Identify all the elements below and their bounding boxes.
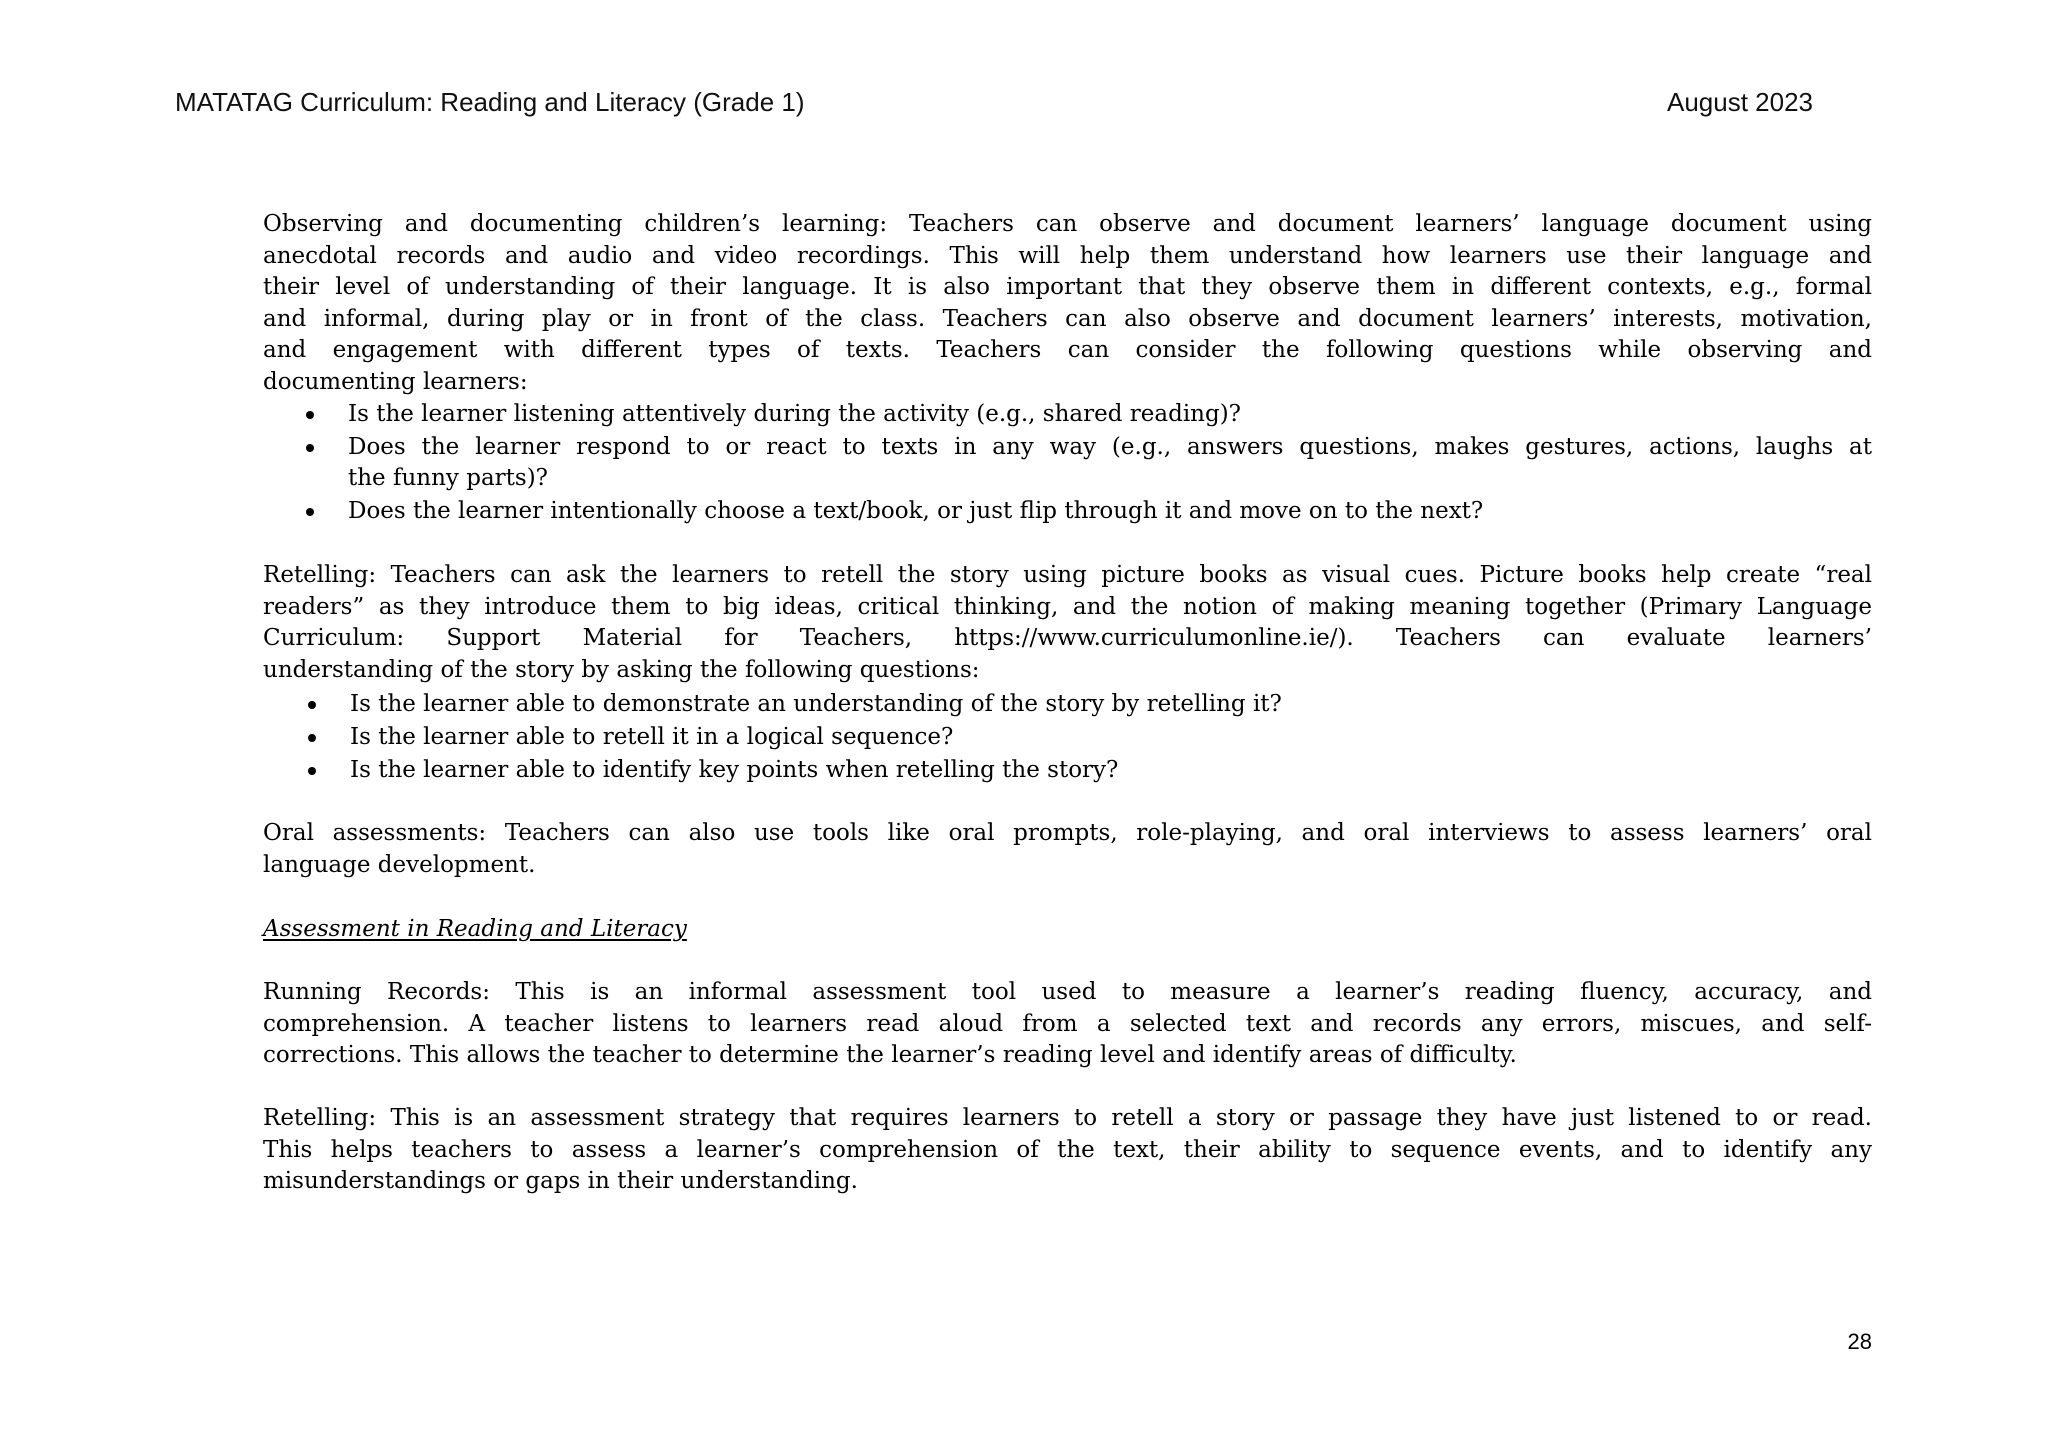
section-heading-container (263, 914, 1872, 946)
list-item (263, 496, 1872, 528)
paragraph-observing (263, 209, 1872, 398)
list-item-line: the funny parts)? (348, 465, 549, 492)
paragraph-line: Oral assessments: Teachers can also use tools like oral prompts, role-playing, and oral interviews to assess learners’ oral (263, 820, 1872, 846)
list-item-line: Is the learner able to demonstrate an understanding of the story by retelling it? (350, 691, 1282, 717)
paragraph-line: Curriculum: Support Material for Teachers, https://www.curriculumonline.ie/). Teachers can evaluate learners’ (263, 625, 1872, 651)
bullet-icon (308, 767, 316, 775)
paragraph-line: This helps teachers to assess a learner’s comprehension of the text, their ability to sequence events, and to identify any (263, 1136, 1872, 1163)
paragraph-line: anecdotal records and audio and video recordings. This will help them understand how learners use their language and (263, 242, 1872, 269)
page-number: 28 (1847, 1329, 1872, 1354)
running-header-date: August 2023 (1666, 87, 1813, 117)
paragraph-line: misunderstandings or gaps in their understanding. (263, 1168, 858, 1194)
paragraph-line: documenting learners: (263, 368, 528, 395)
paragraph-line: corrections. This allows the teacher to determine the learner’s reading level and identify areas of difficulty. (263, 1042, 1517, 1068)
paragraph-oral-assessments (263, 818, 1872, 881)
list-item-line: Does the learner intentionally choose a text/book, or just flip through it and move on to the next? (348, 498, 1484, 525)
list-item (263, 689, 1872, 721)
bullet-icon (306, 444, 314, 452)
paragraph-line: Retelling: This is an assessment strategy that requires learners to retell a story or passage they have just listened to or read. (263, 1105, 1872, 1131)
list-item (263, 399, 1872, 431)
paragraph-line: language development. (263, 851, 536, 878)
list-item (263, 755, 1872, 787)
paragraph-line: readers” as they introduce them to big ideas, critical thinking, and the notion of making meaning together (Primary Language (263, 593, 1872, 620)
paragraph-line: Running Records: This is an informal assessment tool used to measure a learner’s reading fluency, accuracy, and (263, 979, 1872, 1005)
retelling-questions-list (263, 689, 1872, 786)
list-item-line: Is the learner able to retell it in a logical sequence? (350, 723, 954, 750)
bullet-icon (306, 508, 314, 516)
bullet-icon (308, 734, 316, 742)
list-item (263, 722, 1872, 754)
paragraph-retelling-picture-books (263, 560, 1872, 686)
running-header-title: MATATAG Curriculum: Reading and Literacy (Grade 1) (175, 87, 805, 117)
list-item-line: Is the learner listening attentively during the activity (e.g., shared reading)? (348, 401, 1242, 427)
paragraph-line: and informal, during play or in front of the class. Teachers can also observe and document learners’ interests, motivation, (263, 305, 1872, 332)
observing-questions-list (263, 399, 1872, 528)
list-item (263, 432, 1872, 495)
paragraph-line: and engagement with different types of texts. Teachers can consider the following questions while observing and (263, 337, 1872, 363)
paragraph-line: understanding of the story by asking the following questions: (263, 656, 980, 683)
bullet-icon (306, 411, 314, 419)
bullet-icon (308, 701, 316, 709)
list-item-line: Does the learner respond to or react to texts in any way (e.g., answers questions, makes gestures, actions, laughs at (348, 433, 1872, 460)
paragraph-line: their level of understanding of their language. It is also important that they observe them in different contexts, e.g., formal (263, 274, 1872, 300)
list-item-line: Is the learner able to identify key points when retelling the story? (350, 756, 1119, 783)
paragraph-line: Retelling: Teachers can ask the learners to retell the story using picture books as visual cues. Picture books help create “real (263, 562, 1872, 588)
section-heading: Assessment in Reading and Literacy (263, 916, 687, 942)
paragraph-line: comprehension. A teacher listens to learners read aloud from a selected text and records any errors, miscues, and self- (263, 1010, 1872, 1037)
paragraph-retelling-strategy (263, 1103, 1872, 1198)
paragraph-running-records (263, 977, 1872, 1072)
paragraph-line: Observing and documenting children’s learning: Teachers can observe and document learners’ language document using (263, 211, 1872, 237)
